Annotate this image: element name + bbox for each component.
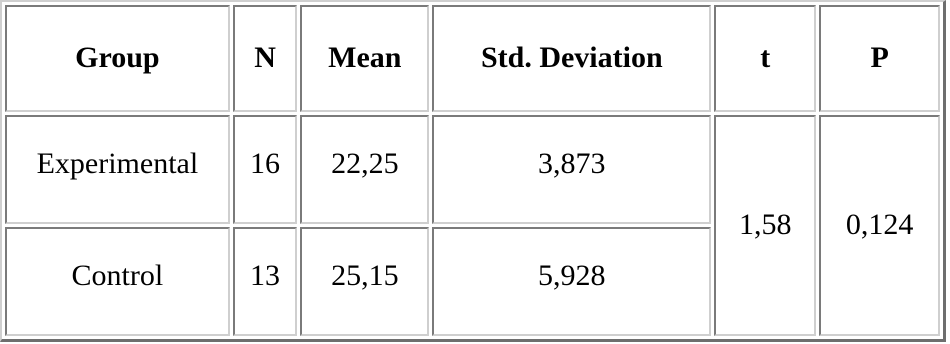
cell-group: Control [5,227,230,336]
header-std-deviation: Std. Deviation [432,5,711,112]
header-t: t [714,5,816,112]
cell-std-deviation: 5,928 [432,227,711,336]
header-p: P [819,5,940,112]
cell-mean: 25,15 [300,227,429,336]
cell-std-deviation: 3,873 [432,115,711,224]
cell-mean: 22,25 [300,115,429,224]
cell-n: 13 [233,227,298,336]
table-row [5,115,940,224]
header-group: Group [5,5,230,112]
header-mean: Mean [300,5,429,112]
cell-p-value: 0,124 [819,115,940,336]
cell-n: 16 [233,115,298,224]
header-row [5,5,940,112]
cell-group: Experimental [5,115,230,224]
header-n: N [233,5,298,112]
cell-t-value: 1,58 [714,115,816,336]
